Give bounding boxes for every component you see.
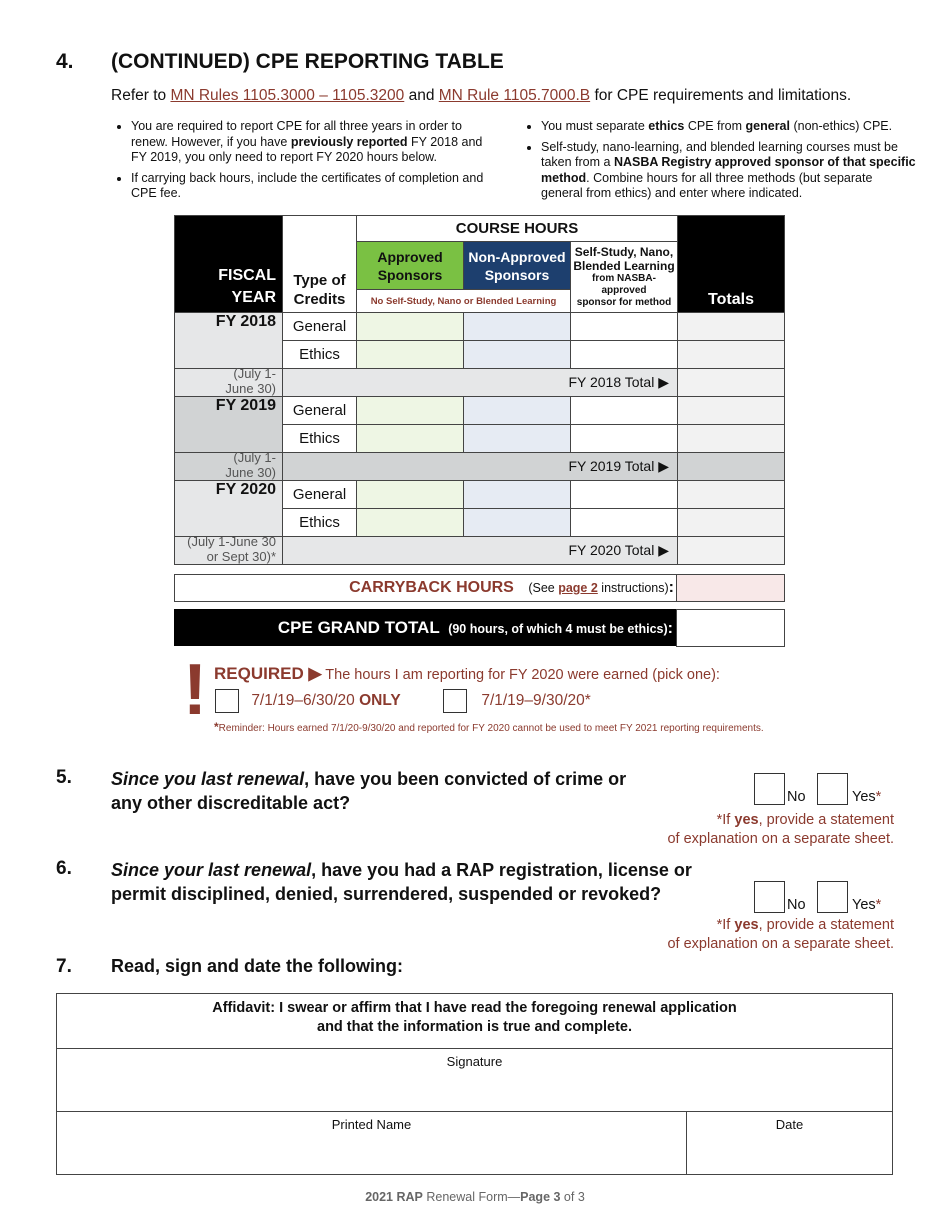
q5-note: *If yes, provide a statement of explanation on a separate sheet.	[667, 812, 894, 847]
fy-2019-label: FY 2019	[175, 397, 283, 453]
fy2020-general-total-input[interactable]	[678, 481, 785, 509]
option-extended-label: 7/1/19–9/30/20*	[481, 692, 591, 710]
required-label: REQUIRED ▶	[214, 664, 322, 683]
fy2018-ethics-approved-input[interactable]	[357, 341, 464, 369]
carryback-see: (See	[528, 581, 559, 595]
bullets-right	[523, 119, 916, 207]
credit-type-ethics: Ethics	[283, 341, 357, 369]
non-approved-sponsors-header: Non-Approved Sponsors	[464, 242, 571, 290]
self-study-header: Self-Study, Nano, Blended Learning from NASBA-approved sponsor for method	[571, 242, 678, 313]
fy2019-total-input[interactable]	[678, 453, 785, 481]
fiscal-year-header: FISCAL YEAR	[175, 216, 283, 313]
q6-note: *If yes, provide a statement of explanation on a separate sheet.	[667, 917, 894, 952]
fy2020-general-approved-input[interactable]	[357, 481, 464, 509]
fy2020-total-input[interactable]	[678, 537, 785, 565]
approved-sponsors-header: Approved Sponsors	[357, 242, 464, 290]
printed-name-label: Printed Name	[331, 1117, 412, 1132]
fy2018-general-total-input[interactable]	[678, 313, 785, 341]
q5-yes-checkbox[interactable]	[817, 773, 848, 805]
fy2020-ethics-selfstudy-input[interactable]	[571, 509, 678, 537]
fy2018-general-nonapproved-input[interactable]	[464, 313, 571, 341]
fy2018-ethics-total-input[interactable]	[678, 341, 785, 369]
section-6-number: 6.	[56, 858, 72, 879]
grand-total-label: CPE GRAND TOTAL	[277, 618, 440, 637]
grand-total-note: (90 hours, of which 4 must be ethics)	[448, 622, 668, 636]
fy2020-general-selfstudy-input[interactable]	[571, 481, 678, 509]
signature-label: Signature	[446, 1054, 503, 1069]
q5-yes-label: Yes*	[852, 789, 882, 805]
bullet-item: • If carrying back hours, include the certificates of completion and CPE fee.	[131, 171, 501, 202]
section-7-number: 7.	[56, 956, 72, 977]
section-6-question: Since your last renewal, have you had a RAP registration, license or permit disciplined, denied, surrendered, suspended or revoked?	[111, 860, 692, 904]
fy2019-general-total-input[interactable]	[678, 397, 785, 425]
reminder-text: Reminder: Hours earned 7/1/20-9/30/20 and reported for FY 2020 cannot be used to meet FY 2021 reporting requirements.	[218, 723, 764, 734]
fy-2018-label: FY 2018	[175, 313, 283, 369]
course-hours-header: COURSE HOURS	[357, 216, 678, 242]
exclamation-icon: !	[183, 650, 207, 730]
credit-type-ethics: Ethics	[283, 425, 357, 453]
section-4-title: (CONTINUED) CPE REPORTING TABLE	[111, 50, 504, 73]
carryback-instructions: instructions)	[597, 581, 669, 595]
q6-yes-label: Yes*	[852, 897, 882, 913]
fy2019-ethics-approved-input[interactable]	[357, 425, 464, 453]
grand-total-row	[174, 609, 676, 646]
fy2018-total-input[interactable]	[678, 369, 785, 397]
section-5-question: Since you last renewal, have you been convicted of crime or any other discreditable act?	[111, 769, 627, 813]
option-only-checkbox[interactable]	[215, 689, 239, 713]
date-label: Date	[775, 1117, 804, 1132]
q6-yes-checkbox[interactable]	[817, 881, 848, 913]
fy2019-general-nonapproved-input[interactable]	[464, 397, 571, 425]
affidavit-table	[56, 993, 893, 1175]
credit-type-general: General	[283, 481, 357, 509]
fy-2019-period: (July 1- June 30)	[175, 453, 283, 481]
carryback-hours-input[interactable]	[676, 574, 785, 602]
section-4-number: 4.	[56, 50, 74, 73]
q5-no-checkbox[interactable]	[754, 773, 785, 805]
page-footer: 2021 RAP Renewal Form—Page 3 of 3	[365, 1190, 585, 1204]
credit-type-general: General	[283, 313, 357, 341]
affidavit-statement: Affidavit: I swear or affirm that I have read the foregoing renewal application and that the information is true and complete.	[57, 994, 893, 1049]
q5-no-label: No	[787, 789, 806, 805]
cpe-reporting-table	[174, 215, 785, 565]
fy2020-ethics-approved-input[interactable]	[357, 509, 464, 537]
signature-field[interactable]	[57, 1049, 893, 1112]
fy2019-ethics-selfstudy-input[interactable]	[571, 425, 678, 453]
fy2019-general-selfstudy-input[interactable]	[571, 397, 678, 425]
mn-rules-link[interactable]: MN Rules 1105.3000 – 1105.3200	[170, 87, 405, 104]
fy-2020-label: FY 2020	[175, 481, 283, 537]
bullet-item: • You are required to report CPE for all three years in order to renew. However, if you have previously reported FY 2018 and FY 2019, you only need to report FY 2020 hours below.	[131, 119, 501, 166]
q6-no-label: No	[787, 897, 806, 913]
q6-no-checkbox[interactable]	[754, 881, 785, 913]
fy-2020-period: (July 1-June 30 or Sept 30)*	[175, 537, 283, 565]
no-self-study-note: No Self-Study, Nano or Blended Learning	[357, 290, 571, 313]
fy2019-general-approved-input[interactable]	[357, 397, 464, 425]
fy-2018-period: (July 1- June 30)	[175, 369, 283, 397]
required-line	[214, 664, 720, 684]
fy2018-general-selfstudy-input[interactable]	[571, 313, 678, 341]
fy2019-ethics-nonapproved-input[interactable]	[464, 425, 571, 453]
reminder-star: *	[214, 720, 219, 734]
date-field[interactable]	[687, 1112, 893, 1175]
carryback-row	[174, 574, 677, 602]
required-text: The hours I am reporting for FY 2020 were earned (pick one):	[321, 667, 720, 683]
refer-prefix: Refer to	[111, 87, 171, 104]
grand-total-input[interactable]	[676, 609, 785, 647]
option-extended-checkbox[interactable]	[443, 689, 467, 713]
fy2018-general-approved-input[interactable]	[357, 313, 464, 341]
carryback-colon: :	[668, 579, 674, 596]
fy-2020-total-label: FY 2020 Total ▶	[283, 537, 678, 565]
bullet-item: • Self-study, nano-learning, and blended learning courses must be taken from a NASBA Registry approved sponsor of that specific method. Combine hours for all three methods (but separate general from ethics) and enter where indicated.	[541, 140, 916, 202]
fy2018-ethics-selfstudy-input[interactable]	[571, 341, 678, 369]
refer-line	[111, 87, 851, 105]
fy2020-period-options	[215, 689, 591, 713]
credit-type-general: General	[283, 397, 357, 425]
option-only-label: 7/1/19–6/30/20 ONLY	[251, 692, 401, 710]
totals-header: Totals	[678, 216, 785, 313]
credit-type-ethics: Ethics	[283, 509, 357, 537]
fy2019-ethics-total-input[interactable]	[678, 425, 785, 453]
printed-name-field[interactable]	[57, 1112, 687, 1175]
refer-and: and	[404, 87, 439, 104]
mn-rule-link[interactable]: MN Rule 1105.7000.B	[438, 87, 591, 104]
fy-2019-total-label: FY 2019 Total ▶	[283, 453, 678, 481]
fy2018-ethics-nonapproved-input[interactable]	[464, 341, 571, 369]
bullets-left	[113, 119, 501, 207]
carryback-label: CARRYBACK HOURS	[349, 579, 514, 596]
section-7-title: Read, sign and date the following:	[111, 956, 404, 976]
bullet-item: • You must separate ethics CPE from general (non-ethics) CPE.	[541, 119, 916, 135]
page-2-link[interactable]: page 2	[558, 581, 598, 595]
fy2020-ethics-nonapproved-input[interactable]	[464, 509, 571, 537]
grand-total-colon: :	[667, 620, 673, 637]
fy2020-ethics-total-input[interactable]	[678, 509, 785, 537]
type-of-credits-header: Type of Credits	[283, 216, 357, 313]
fy2020-general-nonapproved-input[interactable]	[464, 481, 571, 509]
refer-suffix: for CPE requirements and limitations.	[590, 87, 852, 104]
section-5-number: 5.	[56, 767, 72, 788]
reminder-line	[214, 720, 764, 734]
fy-2018-total-label: FY 2018 Total ▶	[283, 369, 678, 397]
